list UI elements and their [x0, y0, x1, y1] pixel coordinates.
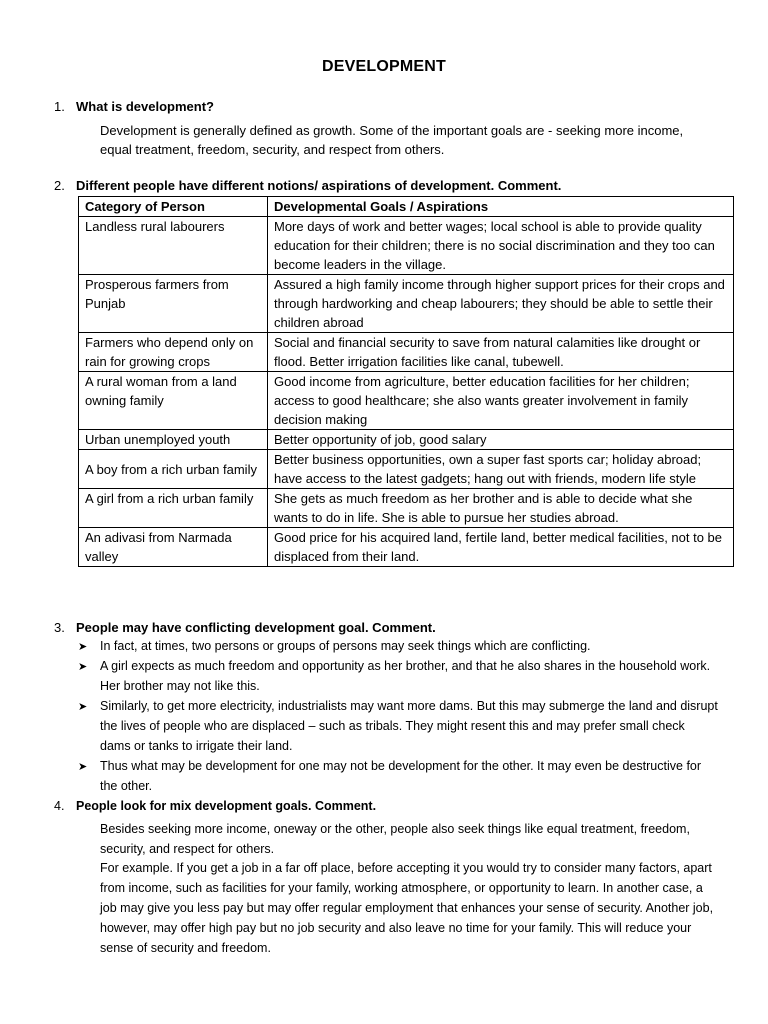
table-row	[79, 333, 734, 372]
goals-cell: Good price for his acquired land, fertile land, better medical facilities, not to be displaced from their land.	[268, 528, 734, 567]
question-4-text: People look for mix development goals. Comment.	[76, 799, 377, 813]
bullet-text: A girl expects as much freedom and opportunity as her brother, and that he also shares in the household work. Her brother may not like this.	[100, 659, 711, 693]
question-3	[54, 620, 436, 635]
answer-4-paragraph-1: Besides seeking more income, oneway or the other, people also seek things like equal treatment, freedom, security, and respect for others.	[100, 822, 690, 856]
category-cell: Prosperous farmers from Punjab	[79, 275, 268, 333]
question-2-text: Different people have different notions/ aspirations of development. Comment.	[76, 178, 562, 193]
question-3-number: 3.	[54, 620, 65, 635]
table-row	[79, 275, 734, 333]
table-row	[79, 430, 734, 450]
table-header-row	[79, 197, 734, 217]
goals-cell: Better opportunity of job, good salary	[268, 430, 734, 450]
category-cell: Urban unemployed youth	[79, 430, 268, 450]
question-1	[54, 99, 214, 114]
header-goals: Developmental Goals / Aspirations	[268, 197, 734, 217]
category-cell: A rural woman from a land owning family	[79, 372, 268, 430]
list-item	[78, 656, 718, 696]
answer-4-paragraph-2: For example. If you get a job in a far off place, before accepting it you would try to consider many factors, apart from income, such as facilities for your family, working atmosphere, or opportunity to learn. In another case, a job may give you less pay but may offer regular employment that enhances your sense of security. Another job, however, may offer high pay but no job security and also leave no time for your family. This will reduce your sense of security and freedom.	[100, 861, 714, 955]
goals-cell: Assured a high family income through higher support prices for their crops and through hardworking and cheap labourers; they should be able to settle their children abroad	[268, 275, 734, 333]
bullet-text: In fact, at times, two persons or groups of persons may seek things which are conflicting.	[100, 639, 591, 653]
arrow-bullet-icon: ➤	[78, 661, 88, 673]
list-item	[78, 756, 718, 796]
goals-cell: Social and financial security to save from natural calamities like drought or flood. Better irrigation facilities like canal, tubewell.	[268, 333, 734, 372]
arrow-bullet-icon: ➤	[78, 701, 88, 713]
arrow-bullet-icon: ➤	[78, 761, 88, 773]
answer-1: Development is generally defined as growth. Some of the important goals are - seeking more income, equal treatment, freedom, security, and respect from others.	[100, 123, 684, 157]
arrow-bullet-icon: ➤	[78, 641, 88, 653]
header-category: Category of Person	[79, 197, 268, 217]
goals-cell: She gets as much freedom as her brother and is able to decide what she wants to do in life. She is able to pursue her studies abroad.	[268, 489, 734, 528]
category-cell: A girl from a rich urban family	[79, 489, 268, 528]
table-row	[79, 372, 734, 430]
question-1-text: What is development?	[76, 99, 214, 114]
question-3-bullet-list	[78, 636, 718, 796]
table-row	[79, 528, 734, 567]
table-row	[79, 217, 734, 275]
table-row	[79, 489, 734, 528]
bullet-text: Thus what may be development for one may not be development for the other. It may even be destructive for the other.	[100, 759, 702, 793]
goals-cell: Good income from agriculture, better education facilities for her children; access to good healthcare; she also wants greater involvement in family decision making	[268, 372, 734, 430]
question-3-text: People may have conflicting development goal. Comment.	[76, 620, 436, 635]
question-2	[54, 178, 561, 193]
goals-cell: Better business opportunities, own a super fast sports car; holiday abroad; have access to the latest gadgets; hang out with friends, modern life style	[268, 450, 734, 489]
question-2-number: 2.	[54, 178, 65, 193]
aspirations-table	[78, 196, 734, 567]
goals-cell: More days of work and better wages; local school is able to provide quality education for their children; there is no social discrimination and they too can become leaders in the village.	[268, 217, 734, 275]
bullet-text: Similarly, to get more electricity, industrialists may want more dams. But this may submerge the land and disrupt the lives of people who are displaced – such as tribals. They might resent this and may prefer small check dams or tanks to irrigate their land.	[100, 699, 718, 753]
list-item	[78, 636, 718, 656]
page-title: DEVELOPMENT	[322, 58, 446, 75]
category-cell: Farmers who depend only on rain for growing crops	[79, 333, 268, 372]
question-4	[54, 799, 376, 813]
category-cell: A boy from a rich urban family	[79, 450, 268, 489]
question-4-number: 4.	[54, 799, 65, 813]
category-cell: Landless rural labourers	[79, 217, 268, 275]
list-item	[78, 696, 718, 756]
category-cell: An adivasi from Narmada valley	[79, 528, 268, 567]
question-1-number: 1.	[54, 99, 65, 114]
table-row	[79, 450, 734, 489]
